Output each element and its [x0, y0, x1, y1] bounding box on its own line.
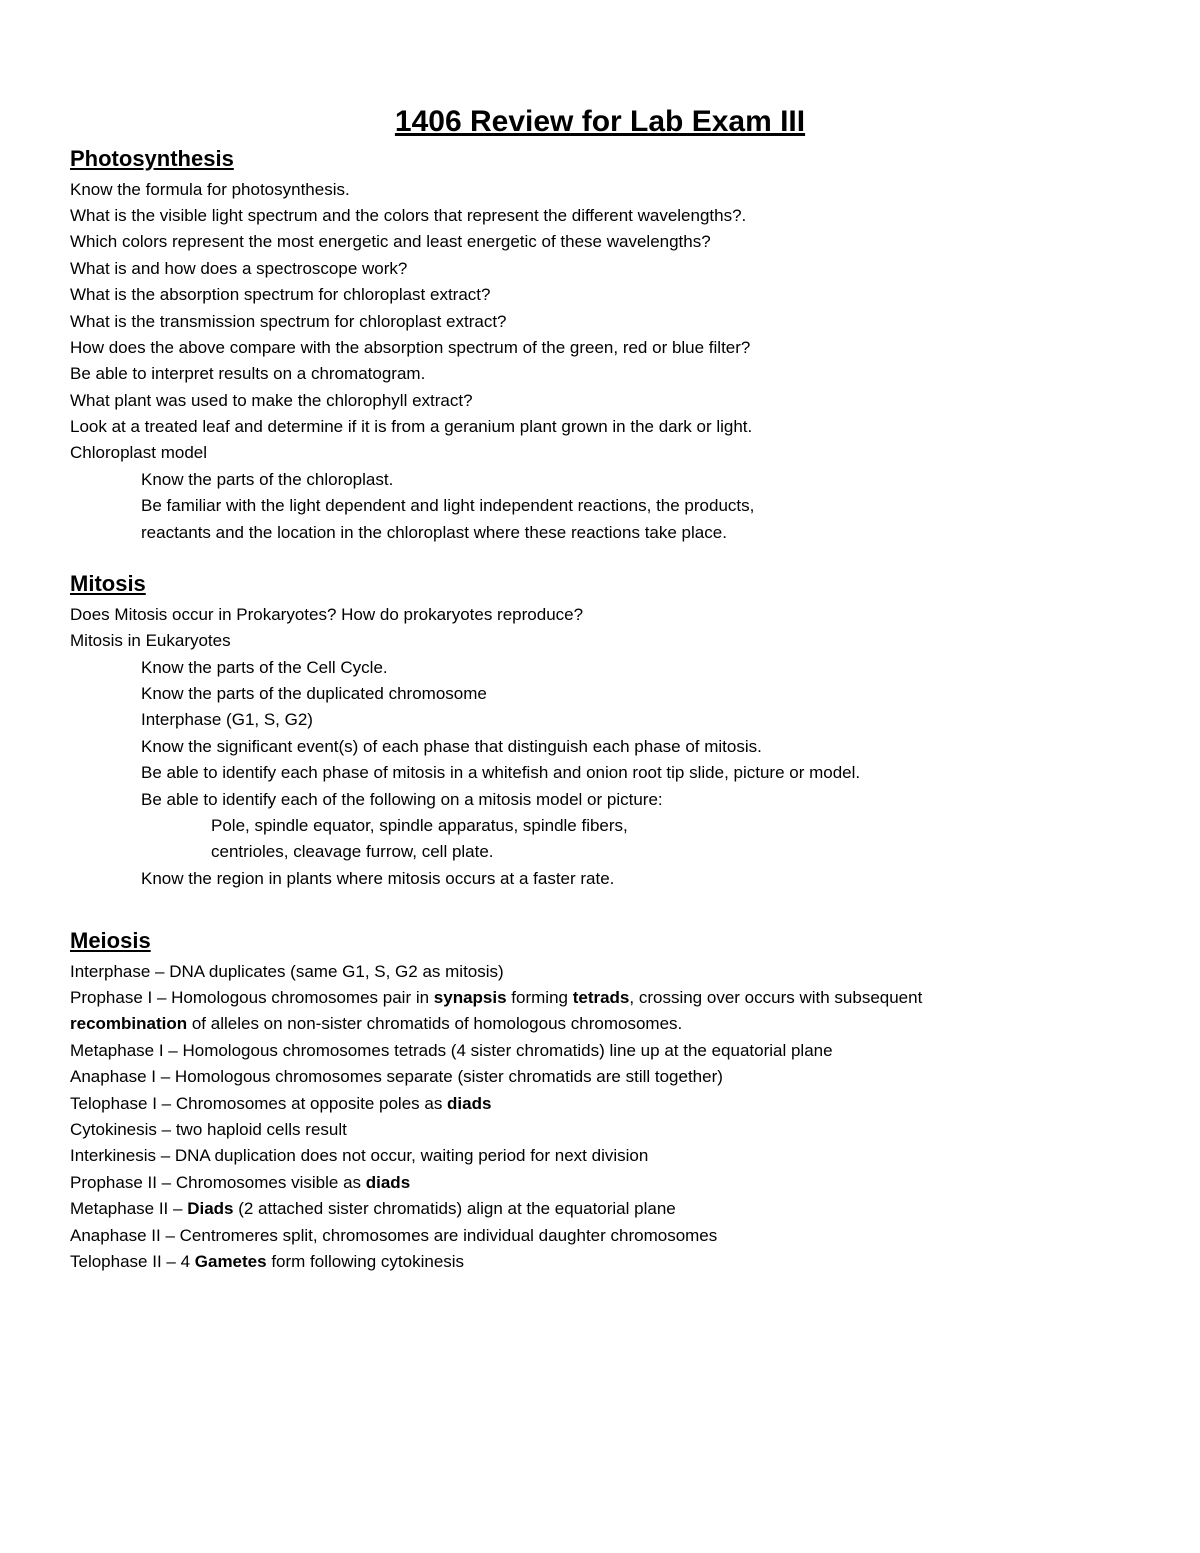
mitosis-line: Interphase (G1, S, G2) [141, 710, 313, 729]
photosynthesis-line: reactants and the location in the chloroplast where these reactions take place. [141, 523, 727, 542]
section-heading-mitosis: Mitosis [70, 571, 146, 596]
meiosis-line-anaphase-1: Anaphase I – Homologous chromosomes separate (sister chromatids are still together) [70, 1067, 723, 1086]
meiosis-line-prophase-1-cont [70, 1012, 682, 1036]
term-recombination: recombination [70, 1014, 188, 1033]
photosynthesis-line: What plant was used to make the chlorophyll extract? [70, 391, 473, 410]
meiosis-line-metaphase-1: Metaphase I – Homologous chromosomes tetrads (4 sister chromatids) line up at the equatorial plane [70, 1041, 833, 1060]
meiosis-text: Telophase II – 4 [70, 1252, 195, 1271]
meiosis-line-prophase-2 [70, 1171, 410, 1195]
photosynthesis-line: What is the transmission spectrum for chloroplast extract? [70, 312, 507, 331]
meiosis-text: of alleles on non-sister chromatids of homologous chromosomes. [187, 1014, 683, 1033]
term-synapsis: synapsis [433, 988, 507, 1007]
photosynthesis-line: Which colors represent the most energetic and least energetic of these wavelengths? [70, 232, 711, 251]
meiosis-text: forming [506, 988, 573, 1007]
term-diads: Diads [187, 1199, 234, 1218]
photosynthesis-line: Be able to interpret results on a chromatogram. [70, 364, 426, 383]
meiosis-text: Telophase I – Chromosomes at opposite poles as [70, 1094, 448, 1113]
meiosis-text: , crossing over occurs with subsequent [629, 988, 923, 1007]
section-heading-photosynthesis: Photosynthesis [70, 146, 234, 171]
meiosis-line-interphase: Interphase – DNA duplicates (same G1, S, G2 as mitosis) [70, 962, 504, 981]
photosynthesis-line: Know the parts of the chloroplast. [141, 470, 394, 489]
photosynthesis-line: How does the above compare with the absorption spectrum of the green, red or blue filter? [70, 338, 751, 357]
mitosis-line: Be able to identify each phase of mitosis in a whitefish and onion root tip slide, picture or model. [141, 763, 861, 782]
meiosis-text: Prophase I – Homologous chromosomes pair in [70, 988, 434, 1007]
page-title: 1406 Review for Lab Exam III [394, 105, 806, 138]
photosynthesis-line: Look at a treated leaf and determine if it is from a geranium plant grown in the dark or light. [70, 417, 753, 436]
meiosis-line-prophase-1 [70, 986, 922, 1010]
meiosis-line-cytokinesis: Cytokinesis – two haploid cells result [70, 1120, 347, 1139]
mitosis-line: Know the parts of the Cell Cycle. [141, 658, 388, 677]
mitosis-line: Pole, spindle equator, spindle apparatus, spindle fibers, [211, 816, 628, 835]
meiosis-line-anaphase-2: Anaphase II – Centromeres split, chromosomes are individual daughter chromosomes [70, 1226, 718, 1245]
meiosis-line-telophase-1 [70, 1092, 491, 1116]
meiosis-line-metaphase-2 [70, 1197, 676, 1221]
mitosis-line: Be able to identify each of the following on a mitosis model or picture: [141, 790, 663, 809]
meiosis-text: Prophase II – Chromosomes visible as [70, 1173, 366, 1192]
meiosis-line-telophase-2 [70, 1250, 464, 1274]
mitosis-line: Know the parts of the duplicated chromosome [141, 684, 487, 703]
meiosis-text: Metaphase II – [70, 1199, 188, 1218]
mitosis-line: Mitosis in Eukaryotes [70, 631, 231, 650]
term-diads: diads [365, 1173, 411, 1192]
section-heading-meiosis: Meiosis [70, 928, 151, 953]
photosynthesis-line: Know the formula for photosynthesis. [70, 180, 350, 199]
term-gametes: Gametes [194, 1252, 267, 1271]
mitosis-line: Know the region in plants where mitosis occurs at a faster rate. [141, 869, 615, 888]
photosynthesis-line: Be familiar with the light dependent and light independent reactions, the products, [141, 496, 755, 515]
meiosis-text: form following cytokinesis [266, 1252, 465, 1271]
mitosis-line: Does Mitosis occur in Prokaryotes? How do prokaryotes reproduce? [70, 605, 584, 624]
photosynthesis-line: What is and how does a spectroscope work? [70, 259, 408, 278]
photosynthesis-line: What is the visible light spectrum and the colors that represent the different wavelengths?. [70, 206, 747, 225]
meiosis-line-interkinesis: Interkinesis – DNA duplication does not occur, waiting period for next division [70, 1146, 649, 1165]
photosynthesis-line: Chloroplast model [70, 443, 208, 462]
mitosis-line: centrioles, cleavage furrow, cell plate. [211, 842, 494, 861]
term-diads: diads [447, 1094, 492, 1113]
photosynthesis-line: What is the absorption spectrum for chloroplast extract? [70, 285, 491, 304]
mitosis-line: Know the significant event(s) of each phase that distinguish each phase of mitosis. [141, 737, 762, 756]
term-tetrads: tetrads [572, 988, 630, 1007]
meiosis-text: (2 attached sister chromatids) align at the equatorial plane [233, 1199, 676, 1218]
